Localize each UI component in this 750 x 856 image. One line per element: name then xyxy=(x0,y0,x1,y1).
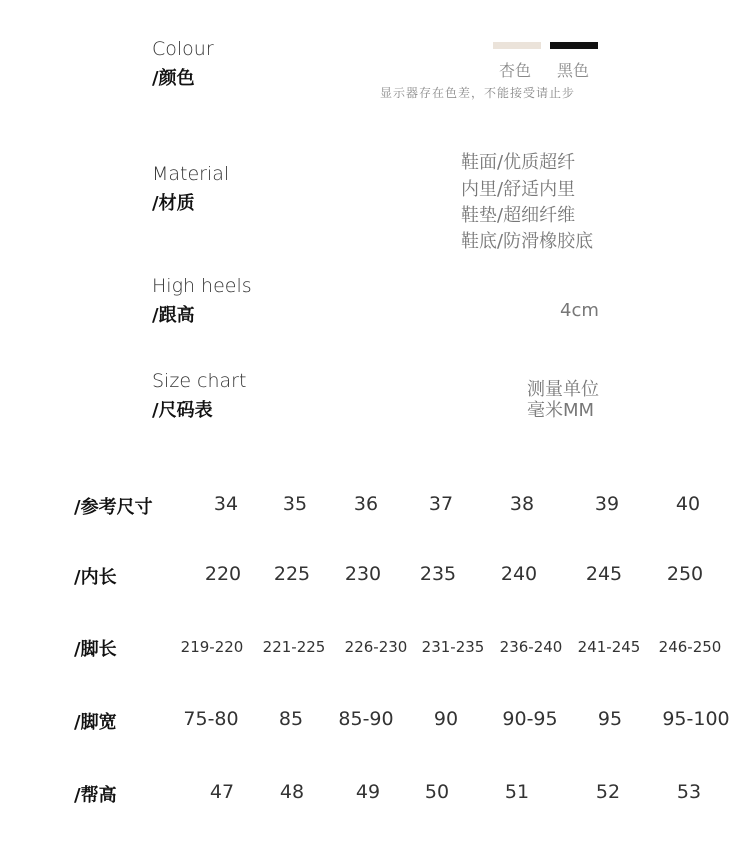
table-cell: 236-240 xyxy=(499,638,563,656)
table-row-label: /内长 xyxy=(74,567,117,588)
swatch-apricot xyxy=(493,42,541,49)
table-cell: 235 xyxy=(419,563,457,585)
table-cell: 36 xyxy=(353,493,379,515)
material-title-zh: /材质 xyxy=(152,193,195,214)
table-row-label: /脚宽 xyxy=(74,712,117,733)
table-cell: 90-95 xyxy=(502,708,558,730)
table-cell: 49 xyxy=(355,781,381,803)
table-cell: 246-250 xyxy=(658,638,722,656)
table-cell: 52 xyxy=(595,781,621,803)
swatch-black xyxy=(550,42,598,49)
colour-title-zh: /颜色 xyxy=(152,68,195,89)
table-row-label: /参考尺寸 xyxy=(74,497,153,518)
swatch-black-label: 黑色 xyxy=(557,61,590,80)
heel-title-zh: /跟高 xyxy=(152,305,195,326)
table-cell: 250 xyxy=(666,563,704,585)
table-cell: 226-230 xyxy=(344,638,408,656)
measurement-unit-label: 测量单位 xyxy=(527,379,599,400)
heel-title-en: High heels xyxy=(152,275,252,297)
table-cell: 85-90 xyxy=(338,708,394,730)
table-cell: 241-245 xyxy=(577,638,641,656)
size-chart-title-zh: /尺码表 xyxy=(152,400,213,421)
material-line-lining: 内里/舒适内里 xyxy=(461,179,576,200)
table-cell: 35 xyxy=(282,493,308,515)
table-cell: 90 xyxy=(433,708,459,730)
table-row-label: /帮高 xyxy=(74,785,117,806)
size-chart-title-en: Size chart xyxy=(152,370,247,392)
table-cell: 39 xyxy=(594,493,620,515)
material-line-upper: 鞋面/优质超纤 xyxy=(461,152,576,173)
table-cell: 231-235 xyxy=(421,638,485,656)
table-cell: 95-100 xyxy=(662,708,730,730)
table-cell: 245 xyxy=(585,563,623,585)
table-cell: 85 xyxy=(278,708,304,730)
table-cell: 75-80 xyxy=(183,708,239,730)
table-cell: 225 xyxy=(273,563,311,585)
table-cell: 240 xyxy=(500,563,538,585)
table-row-label: /脚长 xyxy=(74,639,117,660)
table-cell: 219-220 xyxy=(180,638,244,656)
heel-height-value: 4cm xyxy=(560,300,599,321)
table-cell: 220 xyxy=(204,563,242,585)
table-cell: 37 xyxy=(428,493,454,515)
table-cell: 51 xyxy=(504,781,530,803)
colour-title-en: Colour xyxy=(152,38,214,60)
table-cell: 47 xyxy=(209,781,235,803)
table-cell: 230 xyxy=(344,563,382,585)
material-line-sole: 鞋底/防滑橡胶底 xyxy=(461,231,594,252)
material-line-insole: 鞋垫/超细纤维 xyxy=(461,205,576,226)
measurement-unit-value: 毫米MM xyxy=(527,400,595,421)
table-cell: 95 xyxy=(597,708,623,730)
table-cell: 221-225 xyxy=(262,638,326,656)
swatch-apricot-label: 杏色 xyxy=(499,61,532,80)
table-cell: 53 xyxy=(676,781,702,803)
table-cell: 34 xyxy=(213,493,239,515)
table-cell: 38 xyxy=(509,493,535,515)
table-cell: 40 xyxy=(675,493,701,515)
table-cell: 50 xyxy=(424,781,450,803)
color-difference-note: 显示器存在色差，不能接受请止步 xyxy=(380,86,576,100)
table-cell: 48 xyxy=(279,781,305,803)
material-title-en: Material xyxy=(152,163,230,185)
